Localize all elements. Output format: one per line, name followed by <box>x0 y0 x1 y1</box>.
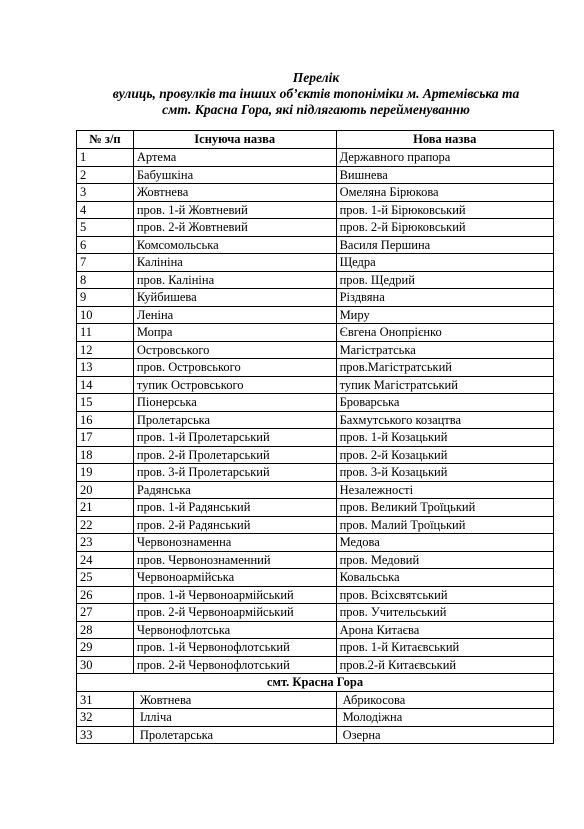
row-number: 19 <box>77 464 134 482</box>
existing-name: пров. 1-й Червоноармійський <box>133 586 336 604</box>
row-number: 11 <box>77 324 134 342</box>
table-row <box>77 656 554 674</box>
table-row <box>77 621 554 639</box>
existing-name: пров. 2-й Пролетарський <box>133 446 336 464</box>
new-name: пров. Медовий <box>336 551 553 569</box>
table-row <box>77 306 554 324</box>
existing-name: Бабушкіна <box>133 166 336 184</box>
existing-name: Червонофлотська <box>133 621 336 639</box>
table-row <box>77 376 554 394</box>
existing-name: Жовтнева <box>133 691 336 709</box>
existing-name: Ілліча <box>133 709 336 727</box>
row-number: 20 <box>77 481 134 499</box>
new-name: пров. Щедрий <box>336 271 553 289</box>
new-name: Василя Першина <box>336 236 553 254</box>
table-row <box>77 289 554 307</box>
new-name: Абрикосова <box>336 691 553 709</box>
table-header-row <box>77 131 554 149</box>
row-number: 23 <box>77 534 134 552</box>
existing-name: пров. 2-й Жовтневий <box>133 219 336 237</box>
row-number: 8 <box>77 271 134 289</box>
row-number: 25 <box>77 569 134 587</box>
row-number: 5 <box>77 219 134 237</box>
row-number: 15 <box>77 394 134 412</box>
row-number: 4 <box>77 201 134 219</box>
title-line-2: вулиць, провулків та інших об’єктів топоніміки м. Артемівська та <box>112 86 520 101</box>
table-row <box>77 359 554 377</box>
new-name: Євгена Онопрієнко <box>336 324 553 342</box>
row-number: 3 <box>77 184 134 202</box>
new-name: пров. 1-й Козацький <box>336 429 553 447</box>
table-row <box>77 184 554 202</box>
row-number: 18 <box>77 446 134 464</box>
existing-name: тупик Островського <box>133 376 336 394</box>
new-name: Бахмутського козацтва <box>336 411 553 429</box>
row-number: 31 <box>77 691 134 709</box>
table-row <box>77 481 554 499</box>
section-rows <box>77 674 554 744</box>
existing-name: пров. 2-й Червоноармійський <box>133 604 336 622</box>
row-number: 22 <box>77 516 134 534</box>
row-number: 9 <box>77 289 134 307</box>
new-name: Незалежності <box>336 481 553 499</box>
row-number: 32 <box>77 709 134 727</box>
new-name: Різдвяна <box>336 289 553 307</box>
new-name: тупик Магістратський <box>336 376 553 394</box>
title-line-3: смт. Красна Гора, які підлягають перейменуванню <box>162 102 470 117</box>
table-row <box>77 201 554 219</box>
new-name: Магістратська <box>336 341 553 359</box>
table-row <box>77 219 554 237</box>
table-row <box>77 341 554 359</box>
row-number: 30 <box>77 656 134 674</box>
new-name: пров. Великий Троїцький <box>336 499 553 517</box>
existing-name: Леніна <box>133 306 336 324</box>
row-number: 1 <box>77 149 134 167</box>
new-name: пров.Магістратський <box>336 359 553 377</box>
existing-name: Пролетарська <box>133 411 336 429</box>
new-name: Ковальська <box>336 569 553 587</box>
existing-name: пров. 1-й Жовтневий <box>133 201 336 219</box>
row-number: 26 <box>77 586 134 604</box>
existing-name: пров. 3-й Пролетарський <box>133 464 336 482</box>
table-row <box>77 551 554 569</box>
existing-name: Куйбишева <box>133 289 336 307</box>
table-row <box>77 639 554 657</box>
new-name: Вишнева <box>336 166 553 184</box>
table-row <box>77 516 554 534</box>
existing-name: Пролетарська <box>133 726 336 744</box>
row-number: 21 <box>77 499 134 517</box>
row-number: 17 <box>77 429 134 447</box>
row-number: 29 <box>77 639 134 657</box>
row-number: 14 <box>77 376 134 394</box>
new-name: пров. Малий Троїцький <box>336 516 553 534</box>
new-name: Медова <box>336 534 553 552</box>
new-name: пров. Всіхсвятський <box>336 586 553 604</box>
table-row <box>77 569 554 587</box>
existing-name: Мопра <box>133 324 336 342</box>
table-row <box>77 726 554 744</box>
row-number: 2 <box>77 166 134 184</box>
existing-name: Піонерська <box>133 394 336 412</box>
table-row <box>77 394 554 412</box>
existing-name: пров. Калініна <box>133 271 336 289</box>
table-row <box>77 271 554 289</box>
table-row <box>77 464 554 482</box>
table-row <box>77 446 554 464</box>
new-name: Озерна <box>336 726 553 744</box>
row-number: 10 <box>77 306 134 324</box>
row-number: 28 <box>77 621 134 639</box>
title-line-1: Перелік <box>292 70 340 85</box>
table-row <box>77 604 554 622</box>
existing-name: пров. 2-й Червонофлотський <box>133 656 336 674</box>
existing-name: Жовтнева <box>133 184 336 202</box>
column-header-number: № з/п <box>77 131 134 149</box>
new-name: Омеляна Бірюкова <box>336 184 553 202</box>
table-row <box>77 166 554 184</box>
new-name: Щедра <box>336 254 553 272</box>
new-name: пров.2-й Китаєвський <box>336 656 553 674</box>
table-row <box>77 149 554 167</box>
main-rows <box>77 149 554 674</box>
new-name: пров. 2-й Бірюковський <box>336 219 553 237</box>
existing-name: пров. 1-й Червонофлотський <box>133 639 336 657</box>
new-name: Арона Китаєва <box>336 621 553 639</box>
existing-name: Червоноармійська <box>133 569 336 587</box>
table-row <box>77 586 554 604</box>
new-name: пров. 2-й Козацький <box>336 446 553 464</box>
column-header-new-name: Нова назва <box>336 131 553 149</box>
table-row <box>77 324 554 342</box>
new-name: пров. 1-й Китаєвський <box>336 639 553 657</box>
table-row <box>77 411 554 429</box>
document-title <box>76 70 556 118</box>
existing-name: пров. 1-й Пролетарський <box>133 429 336 447</box>
row-number: 6 <box>77 236 134 254</box>
existing-name: пров. Червонознаменний <box>133 551 336 569</box>
row-number: 12 <box>77 341 134 359</box>
new-name: Броварська <box>336 394 553 412</box>
column-header-existing-name: Існуюча назва <box>133 131 336 149</box>
new-name: пров. 1-й Бірюковський <box>336 201 553 219</box>
new-name: пров. 3-й Козацький <box>336 464 553 482</box>
new-name: Миру <box>336 306 553 324</box>
new-name: Молодіжна <box>336 709 553 727</box>
section-header-row <box>77 674 554 692</box>
row-number: 27 <box>77 604 134 622</box>
section-title: смт. Красна Гора <box>77 674 554 692</box>
table-row <box>77 429 554 447</box>
row-number: 7 <box>77 254 134 272</box>
new-name: Державного прапора <box>336 149 553 167</box>
existing-name: Островського <box>133 341 336 359</box>
street-rename-table <box>76 130 554 744</box>
existing-name: Артема <box>133 149 336 167</box>
table-row <box>77 709 554 727</box>
table-row <box>77 691 554 709</box>
table-row <box>77 236 554 254</box>
row-number: 33 <box>77 726 134 744</box>
existing-name: Червонознаменна <box>133 534 336 552</box>
table-row <box>77 499 554 517</box>
existing-name: Радянська <box>133 481 336 499</box>
existing-name: пров. Островського <box>133 359 336 377</box>
new-name: пров. Учительський <box>336 604 553 622</box>
existing-name: Калініна <box>133 254 336 272</box>
row-number: 24 <box>77 551 134 569</box>
table-row <box>77 254 554 272</box>
existing-name: Комсомольська <box>133 236 336 254</box>
row-number: 16 <box>77 411 134 429</box>
existing-name: пров. 1-й Радянський <box>133 499 336 517</box>
row-number: 13 <box>77 359 134 377</box>
existing-name: пров. 2-й Радянський <box>133 516 336 534</box>
table-row <box>77 534 554 552</box>
